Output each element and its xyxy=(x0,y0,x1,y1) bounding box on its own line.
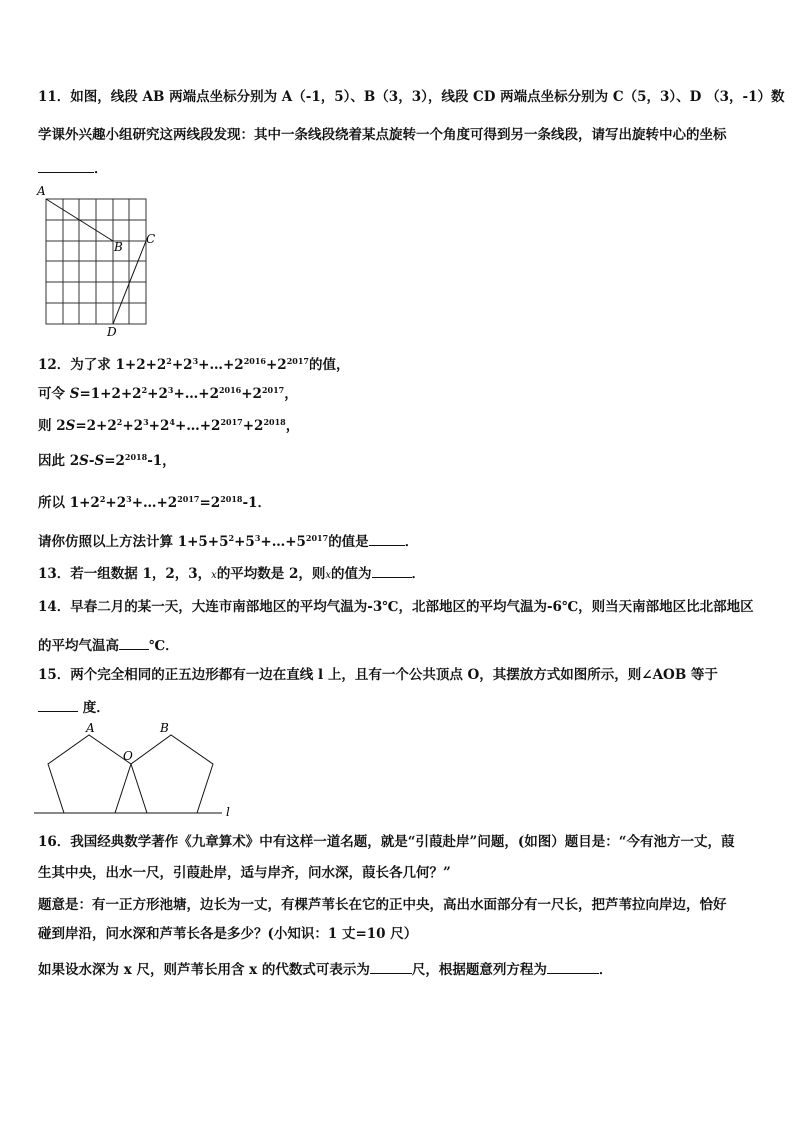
answer-blank[interactable] xyxy=(370,959,412,974)
label-a: A xyxy=(86,721,95,735)
q16-line5: 如果设水深为 x 尺，则芦苇长用含 x 的代数式可表示为 尺，根据题意列方程为 ． xyxy=(38,959,612,979)
q15-line1: 15．两个完全相同的正五边形都有一边在直线 l 上，且有一个公共顶点 O，其摆放方式如图所示，则∠AOB 等于 xyxy=(38,667,718,683)
q14-line2: 的平均气温高 ℃． xyxy=(38,635,179,655)
label-b: B xyxy=(160,721,169,735)
label-c: C xyxy=(146,232,156,246)
label-d: D xyxy=(107,325,117,339)
q12-line2: 可令 $S=1+2+2^2+2^3+\dots+2^{2016}+2^{2017}$， xyxy=(38,385,298,402)
q11-grid-figure xyxy=(34,185,164,340)
q11-line3: ． xyxy=(38,158,108,178)
q15-pentagon-figure xyxy=(34,720,244,820)
q12-line1: 12．为了求 $1+2+2^2+2^3+\dots+2^{2016}+2^{2017}$的值， xyxy=(38,356,350,373)
q12-line5: 所以 $1+2^2+2^3+\dots+2^{2017}=2^{2018}-1$． xyxy=(38,494,271,511)
pentagon-right xyxy=(131,735,213,813)
q13-line: 13．若一组数据 1，2，3，x的平均数是 2，则x的值为 ． xyxy=(38,563,425,585)
answer-blank[interactable] xyxy=(547,959,599,974)
q12-line4: 因此 $2S-S=2^{2018}-1$， xyxy=(38,452,176,469)
q15-line2: 度． xyxy=(38,697,110,717)
q16-line4: 碰到岸沿，问水深和芦苇长各是多少？(小知识：1 丈=10 尺） xyxy=(38,926,418,942)
answer-blank[interactable] xyxy=(38,697,78,712)
answer-blank[interactable] xyxy=(119,635,149,650)
q12-line6: 请你仿照以上方法计算 $1+5+5^2+5^3+\dots+5^{2017}$的值是 ． xyxy=(38,533,419,550)
q12-line3: 则 $2S=2+2^2+2^3+2^4+\dots+2^{2017}+2^{2018}$， xyxy=(38,417,300,434)
label-l: l xyxy=(226,805,230,819)
q14-line1: 14．早春二月的某一天，大连市南部地区的平均气温为-3℃，北部地区的平均气温为-6℃，则当天南部地区比北部地区 xyxy=(38,599,754,615)
label-o: O xyxy=(123,749,133,763)
q11-line1: 11．如图，线段 AB 两端点坐标分别为 A（-1，5）、B（3，3），线段 CD 两端点坐标分别为 C（5，3）、D （3，-1）数 xyxy=(38,89,785,105)
answer-blank[interactable] xyxy=(38,158,94,173)
pentagon-left xyxy=(48,735,131,813)
label-a: A xyxy=(37,184,46,198)
answer-blank[interactable] xyxy=(372,563,412,578)
q16-line1: 16．我国经典数学著作《九章算术》中有这样一道名题，就是“引葭赴岸”问题，(如图）题目是：“今有池方一丈，葭 xyxy=(38,834,735,850)
answer-blank[interactable] xyxy=(369,531,405,546)
q11-line2: 学课外兴趣小组研究这两线段发现：其中一条线段绕着某点旋转一个角度可得到另一条线段，请写出旋转中心的坐标 xyxy=(38,127,727,143)
q16-line3: 题意是：有一正方形池塘，边长为一丈，有棵芦苇长在它的正中央，高出水面部分有一尺长，把芦苇拉向岸边，恰好 xyxy=(38,897,727,913)
label-b: B xyxy=(114,240,123,254)
q16-line2: 生其中央，出水一尺，引葭赴岸，适与岸齐，问水深，葭长各几何？” xyxy=(38,865,451,881)
